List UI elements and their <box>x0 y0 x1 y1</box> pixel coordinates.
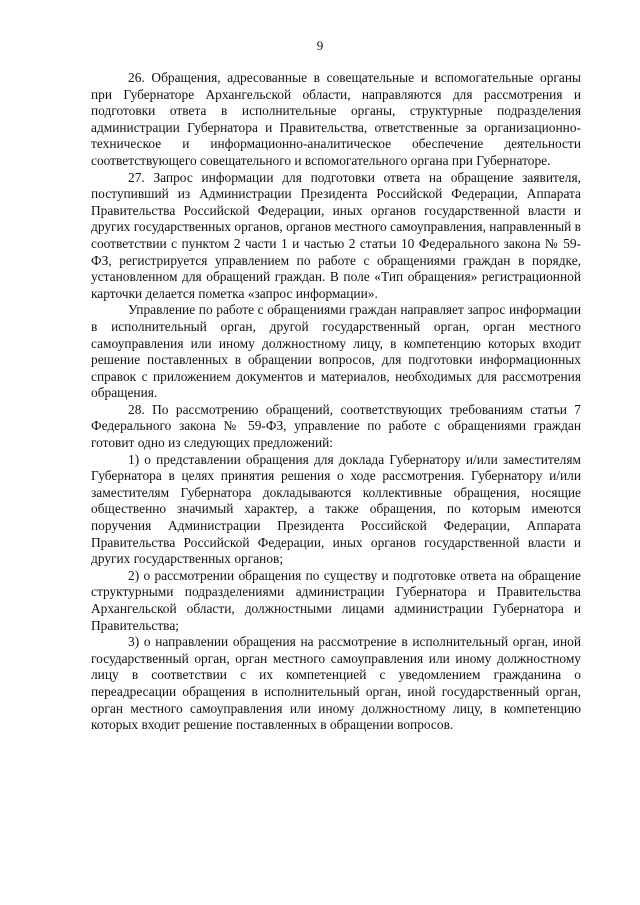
paragraph-26: 26. Обращения, адресованные в совещательные и вспомогательные органы при Губернаторе Архангельской области, направляются для рассмотрения и подготовки ответа в исполнительные органы, структурные подразделения администрации Губернатора и Правительства, ответственные за организационно-техническое и информационно-аналитическое обеспечение деятельности соответствующего совещательного и вспомогательного органа при Губернаторе. <box>91 70 581 168</box>
paragraph-28-item-1: 1) о представлении обращения для доклада Губернатору и/или заместителям Губернатора в целях принятия решения о ходе рассмотрения. Губернатору и/или заместителям Губернатора докладываются коллективные обращения, носящие общественно значимый характер, а также обращения, по которым имеются поручения Администрации Президента Российской Федерации, Аппарата Правительства Российской Федерации, иных органов государственной власти и других государственных органов; <box>91 451 581 567</box>
paragraph-27-continued: Управление по работе с обращениями граждан направляет запрос информации в исполнительный орган, другой государственный орган, орган местного самоуправления или иному должностному лицу, в компетенцию которых входит решение поставленных в обращении вопросов, для подготовки информационных справок с приложением документов и материалов, необходимых для рассмотрения обращения. <box>91 302 581 401</box>
paragraph-28: 28. По рассмотрению обращений, соответствующих требованиям статьи 7 Федерального закона № 59-ФЗ, управление по работе с обращениями граждан готовит одно из следующих предложений: <box>91 401 581 451</box>
page-number: 9 <box>316 38 324 53</box>
paragraph-28-item-2: 2) о рассмотрении обращения по существу и подготовке ответа на обращение структурными подразделениями администрации Губернатора и Правительства Архангельской области, должностными лицами администрации Губернатора и Правительства; <box>91 567 581 633</box>
paragraph-27: 27. Запрос информации для подготовки ответа на обращение заявителя, поступивший из Администрации Президента Российской Федерации, Аппарата Правительства Российской Федерации, иных органов государственной власти и других государственных органов, органов местного самоуправления, направленный в соответствии с пунктом 2 части 1 и частью 2 статьи 10 Федерального закона № 59-ФЗ, регистрируется управлением по работе с обращениями граждан в порядке, установленном для обращений граждан. В поле «Тип обращения» регистрационной карточки делается пометка «запрос информации». <box>91 169 581 301</box>
document-body <box>91 70 581 734</box>
paragraph-28-item-3: 3) о направлении обращения на рассмотрение в исполнительный орган, иной государственный орган, орган местного самоуправления или иному должностному лицу в соответствии с их компетенцией с уведомлением гражданина о переадресации обращения в исполнительный орган, иной государственный орган, орган местного самоуправления или иному должностному лицу, в компетенцию которых входит решение поставленных в обращении вопросов. <box>91 634 581 733</box>
